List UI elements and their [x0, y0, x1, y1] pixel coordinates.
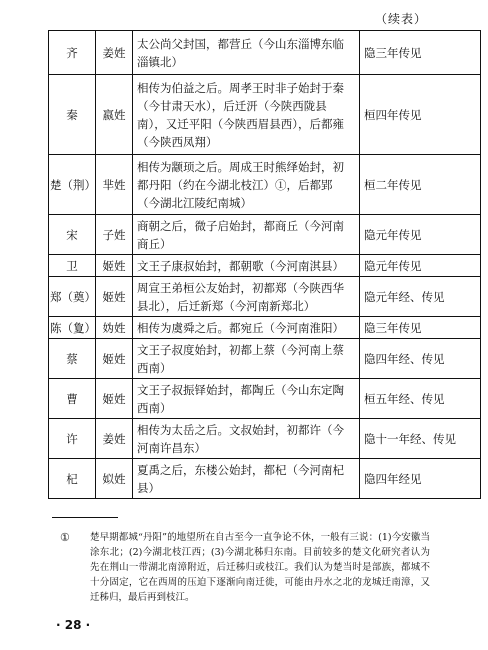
record-cell: 隐四年经、传见: [360, 339, 481, 379]
state-name-cell: 许: [49, 419, 96, 459]
state-name-cell: 曹: [49, 379, 96, 419]
table-row: [49, 155, 481, 215]
footnote: [60, 530, 430, 605]
origin-cell: 夏禹之后，东楼公始封，都杞（今河南杞县）: [133, 459, 360, 499]
record-cell: 隐元年传见: [360, 255, 481, 277]
origin-cell: 周宣王弟桓公友始封，初都郑（今陕西华县北），后迁新郑（今河南新郑北）: [133, 277, 360, 317]
state-name-cell: 杞: [49, 459, 96, 499]
table-row: [49, 339, 481, 379]
surname-cell: 姬姓: [96, 255, 133, 277]
table-row: [49, 215, 481, 255]
record-cell: 桓五年经、传见: [360, 379, 481, 419]
page-number: · 28 ·: [56, 618, 91, 632]
state-name-cell: 蔡: [49, 339, 96, 379]
continuation-label: （续表）: [375, 12, 428, 26]
record-cell: 隐元年经、传见: [360, 277, 481, 317]
record-cell: 桓二年传见: [360, 155, 481, 215]
record-cell: 隐三年传见: [360, 31, 481, 75]
record-cell: 隐三年传见: [360, 317, 481, 339]
surname-cell: 芈姓: [96, 155, 133, 215]
table-row: [49, 277, 481, 317]
record-cell: 隐四年经见: [360, 459, 481, 499]
table-row: [49, 459, 481, 499]
table-row: [49, 31, 481, 75]
state-name-cell: 宋: [49, 215, 96, 255]
footnote-divider: [52, 517, 118, 518]
table-row: [49, 255, 481, 277]
surname-cell: 子姓: [96, 215, 133, 255]
origin-cell: 相传为太岳之后。文叔始封，初都许（今河南许昌东）: [133, 419, 360, 459]
table-row: [49, 379, 481, 419]
table-row: [49, 75, 481, 155]
surname-cell: 姜姓: [96, 419, 133, 459]
origin-cell: 相传为虞舜之后。都宛丘（今河南淮阳）: [133, 317, 360, 339]
state-name-cell: 郑（奠）: [49, 277, 96, 317]
state-name-cell: 齐: [49, 31, 96, 75]
table-row: [49, 419, 481, 459]
surname-cell: 姬姓: [96, 277, 133, 317]
origin-cell: 文王子叔度始封，初都上蔡（今河南上蔡西南）: [133, 339, 360, 379]
surname-cell: 姬姓: [96, 379, 133, 419]
state-name-cell: 卫: [49, 255, 96, 277]
origin-cell: 相传为伯益之后。周孝王时非子始封于秦（今甘肃天水），后迁汧（今陕西陇县南），又迁平阳（今陕西眉县西），后都雍（今陕西凤翔）: [133, 75, 360, 155]
state-name-cell: 陈（夐）: [49, 317, 96, 339]
footnote-marker: ①: [60, 531, 70, 544]
surname-cell: 姒姓: [96, 459, 133, 499]
origin-cell: 文王子康叔始封，都朝歌（今河南淇县）: [133, 255, 360, 277]
surname-cell: 妫姓: [96, 317, 133, 339]
record-cell: 隐十一年经、传见: [360, 419, 481, 459]
surname-cell: 姬姓: [96, 339, 133, 379]
origin-cell: 相传为颛顼之后。周成王时熊绎始封，初都丹阳（约在今湖北枝江）①，后都郢（今湖北江陵纪南城）: [133, 155, 360, 215]
states-table: [48, 30, 481, 499]
record-cell: 隐元年传见: [360, 215, 481, 255]
table-row: [49, 317, 481, 339]
surname-cell: 姜姓: [96, 31, 133, 75]
surname-cell: 嬴姓: [96, 75, 133, 155]
origin-cell: 文王子叔振铎始封，都陶丘（今山东定陶西南）: [133, 379, 360, 419]
origin-cell: 太公尚父封国，都营丘（今山东淄博东临淄镇北）: [133, 31, 360, 75]
origin-cell: 商朝之后，微子启始封，都商丘（今河南商丘）: [133, 215, 360, 255]
record-cell: 桓四年传见: [360, 75, 481, 155]
state-name-cell: 秦: [49, 75, 96, 155]
state-name-cell: 楚（荆）: [49, 155, 96, 215]
footnote-text: 楚早期都城“丹阳”的地望所在自古至今一直争论不休，一般有三说：(1)今安徽当涂东北；(2)今湖北枝江西；(3)今湖北秭归东南。目前较多的楚文化研究者认为先在荆山一带湖北南漳附近，后迁秭归或枝江。我们认为楚当时是部族，都城不十分固定，它在西周的压迫下逐渐向南迁徙，可能由丹水之北的龙城迁南漳，又迁秭归，最后再到枝江。: [90, 532, 430, 603]
